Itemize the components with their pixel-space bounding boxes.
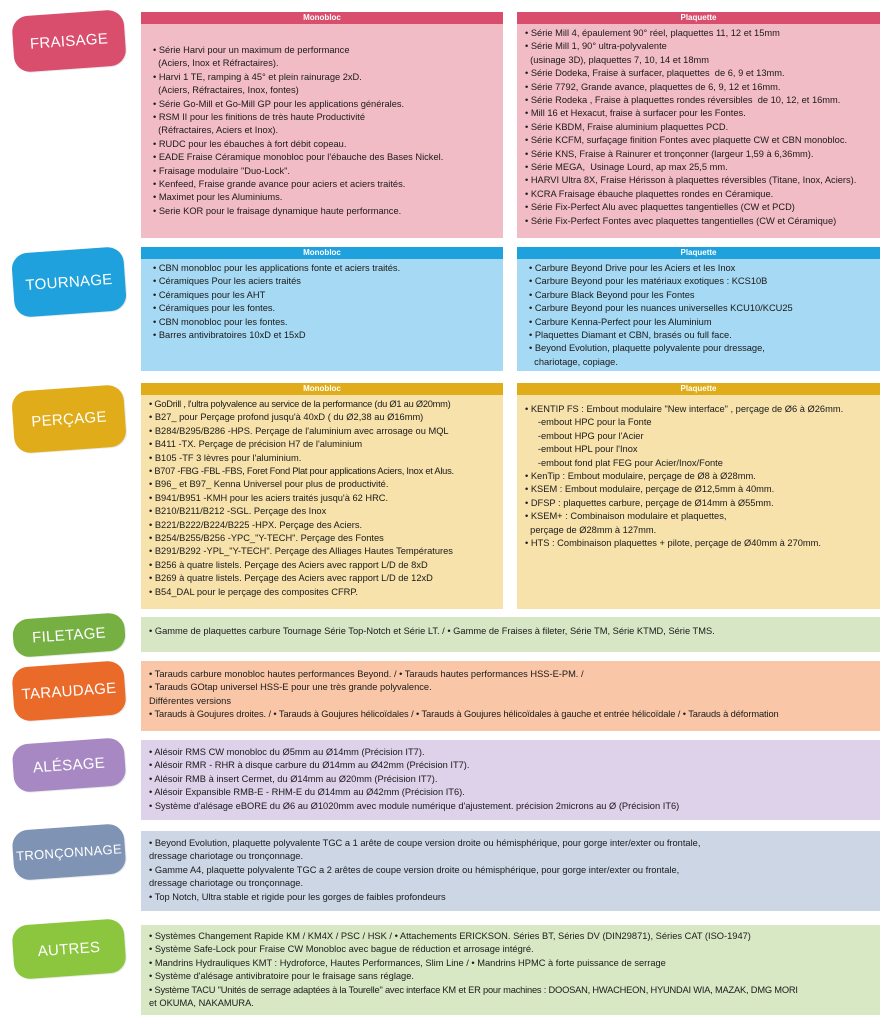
list-item: • HARVI Ultra 8X, Fraise Hérisson à plaquettes réversibles (Titane, Inox, Aciers). (525, 175, 857, 186)
percage-plaquette-list (517, 395, 880, 553)
list-item: (Aciers, Inox et Réfractaires). (153, 58, 279, 69)
list-item: (Aciers, Réfractaires, Inox, fontes) (153, 85, 299, 96)
section-label-tronconnage: TRONÇONNAGE (11, 823, 126, 881)
list-item: • Série KCFM, surfaçage finition Fontes avec plaquette CW et CBN monobloc. (525, 135, 848, 146)
list-item: • Série Mill 1, 90° ultra-polyvalente (525, 41, 667, 52)
list-item: • B221/B222/B224/B225 -HPX. Perçage des Aciers. (149, 519, 363, 530)
list-item: • Beyond Evolution, plaquette polyvalente TGC a 1 arête de coupe version droite ou hémisphérique, pour gorge inter/exter ou frontale, (149, 838, 701, 848)
list-item: • Fraisage modulaire "Duo-Lock". (153, 165, 290, 176)
list-item: • Alésoir RMR - RHR à disque carbure du Ø14mm au Ø42mm (Précision IT7). (149, 760, 470, 771)
list-item: • Série Harvi pour un maximum de performance (153, 45, 350, 55)
list-item: • B54_DAL pour le perçage des composites CFRP. (149, 586, 358, 597)
list-item: • KSEM+ : Combinaison modulaire et plaquettes, (525, 511, 727, 522)
fraisage-monobloc-panel (141, 12, 503, 238)
section-label-tournage: TOURNAGE (11, 246, 127, 318)
list-item: • Série Mill 4, épaulement 90° réel, plaquettes 11, 12 et 15mm (525, 28, 780, 38)
list-item: • Beyond Evolution, plaquette polyvalente pour dressage, (529, 343, 765, 354)
list-item: Différentes versions (149, 695, 231, 706)
list-item: • CBN monobloc pour les applications fonte et aciers traités. (153, 263, 401, 273)
list-item: • Carbure Beyond pour les nuances universelles KCU10/KCU25 (529, 303, 793, 314)
list-item: • HTS : Combinaison plaquettes + pilote, perçage de Ø40mm à 270mm. (525, 538, 821, 549)
list-item: • Kenfeed, Fraise grande avance pour aciers et aciers traités. (153, 179, 406, 190)
list-item: dressage chariotage ou tronçonnage. (149, 878, 304, 889)
section-label-alesage: ALÉSAGE (11, 737, 126, 793)
list-item: (Réfractaires, Aciers et Inox). (153, 125, 279, 136)
list-item: • Alésoir Expansible RMB-E - RHM-E du Ø14mm au Ø42mm (Précision IT6). (149, 787, 465, 798)
list-item: • Tarauds carbure monobloc hautes performances Beyond. / • Tarauds hautes performances HSS-E-PM. / (149, 669, 584, 679)
filetage-panel (141, 617, 880, 652)
list-item: • Série 7792, Grande avance, plaquettes de 6, 9, 12 et 16mm. (525, 81, 781, 92)
list-item: • Mandrins Hydrauliques KMT : Hydroforce, Hautes Performances, Slim Line / • Mandrins HPMC à forte puissance de serrage (149, 957, 666, 968)
alesage-panel (141, 740, 880, 820)
panel-header: Plaquette (517, 12, 880, 24)
section-label-taraudage: TARAUDAGE (11, 660, 126, 722)
list-item: • B256 à quatre listels. Perçage des Aciers avec rapport L/D de 8xD (149, 559, 428, 570)
section-label-autres: AUTRES (11, 918, 126, 980)
filetage-list (141, 617, 880, 641)
list-item: -embout HPC pour la Fonte (525, 417, 652, 428)
autres-panel (141, 925, 880, 1015)
list-item: • Mill 16 et Hexacut, fraise à surfacer pour les Fontes. (525, 108, 746, 119)
panel-header: Plaquette (517, 247, 880, 259)
list-item: • B210/B211/B212 -SGL. Perçage des Inox (149, 506, 327, 517)
list-item: • Céramiques pour les fontes. (153, 303, 276, 314)
list-item: • Système d'alésage eBORE du Ø6 au Ø1020mm avec module numérique d'ajustement. précision 2microns au Ø (Précision IT6) (149, 800, 680, 811)
list-item: • B254/B255/B256 -YPC_"Y-TECH". Perçage des Fontes (149, 533, 384, 544)
list-item: • Céramiques pour les AHT (153, 289, 266, 300)
tronconnage-panel (141, 831, 880, 911)
list-item: • Série Fix-Perfect Fontes avec plaquettes tangentielles (CW et Céramique) (525, 215, 837, 226)
alesage-list (141, 740, 880, 816)
list-item: • B269 à quatre listels. Perçage des Aciers avec rapport L/D de 12xD (149, 573, 433, 584)
list-item: -embout HPG pour l'Acier (525, 430, 644, 441)
list-item: • KenTip : Embout modulaire, perçage de Ø8 à Ø28mm. (525, 471, 756, 482)
list-item: • Systèmes Changement Rapide KM / KM4X / PSC / HSK / • Attachements ERICKSON. Séries BT, Séries DV (DIN29871), Séries CAT (ISO-1947) (149, 931, 751, 941)
list-item: • Série MEGA, Usinage Lourd, ap max 25,5 mm. (525, 162, 728, 173)
list-item: • B27_ pour Perçage profond jusqu'à 40xD ( du Ø2,38 au Ø16mm) (149, 412, 424, 423)
list-item: • Série Rodeka , Fraise à plaquettes rondes réversibles de 10, 12, et 16mm. (525, 95, 841, 106)
list-item: • Maximet pour les Aluminiums. (153, 192, 283, 203)
list-item: • RSM II pour les finitions de très haute Productivité (153, 112, 366, 123)
list-item: • Tarauds GOtap universel HSS-E pour une très grande polyvalence. (149, 682, 432, 693)
list-item: • B96_ et B97_ Kenna Universel pour plus de productivité. (149, 479, 389, 490)
list-item: • GoDrill , l'ultra polyvalence au service de la performance (du Ø1 au Ø20mm) (149, 399, 451, 409)
taraudage-list (141, 661, 880, 725)
list-item: • Alésoir RMB à insert Cermet, du Ø14mm au Ø20mm (Précision IT7). (149, 773, 438, 784)
list-item: • Top Notch, Ultra stable et rigide pour les gorges de faibles profondeurs (149, 891, 446, 902)
fraisage-plaquette-list (517, 24, 880, 231)
list-item: • Barres antivibratoires 10xD et 15xD (153, 330, 306, 341)
list-item: • B291/B292 -YPL_"Y-TECH". Perçage des Alliages Hautes Températures (149, 546, 453, 557)
section-label-fraisage: FRAISAGE (11, 9, 127, 73)
list-item: perçage de Ø28mm à 127mm. (525, 524, 657, 535)
panel-header: Plaquette (517, 383, 880, 395)
list-item: • B411 -TX. Perçage de précision H7 de l'aluminium (149, 439, 363, 450)
list-item: • Tarauds à Goujures droites. / • Tarauds à Goujures hélicoïdales / • Tarauds à Goujures hélicoïdales à gauche et entrée hélicoïdale / • Tarauds à déformation (149, 709, 779, 720)
list-item: • Série KNS, Fraise à Rainurer et tronçonner (largeur 1,59 à 6,36mm). (525, 148, 814, 159)
list-item: • Système d'alésage antivibratoire pour le fraisage sans réglage. (149, 971, 414, 982)
tournage-plaquette-panel (517, 247, 880, 371)
list-item: • KENTIP FS : Embout modulaire "New interface" , perçage de Ø6 à Ø26mm. (525, 404, 844, 414)
tronconnage-list (141, 831, 880, 907)
list-item: • Carbure Beyond pour les matériaux exotiques : KCS10B (529, 276, 768, 287)
list-item: • Système TACU "Unités de serrage adaptées à la Tourelle" avec interface KM et ER pour machines : DOOSAN, HWACHEON, HYUNDAI WIA, MAZAK, DMG MORI (149, 984, 798, 995)
tournage-monobloc-list (141, 259, 503, 345)
section-label-filetage: FILETAGE (12, 612, 126, 658)
percage-monobloc-panel (141, 383, 503, 609)
list-item: dressage chariotage ou tronçonnage. (149, 851, 304, 862)
panel-header: Monobloc (141, 247, 503, 259)
fraisage-plaquette-panel (517, 12, 880, 238)
list-item: • Série Dodeka, Fraise à surfacer, plaquettes de 6, 9 et 13mm. (525, 68, 785, 79)
panel-header: Monobloc (141, 383, 503, 395)
list-item: • EADE Fraise Céramique monobloc pour l'ébauche des Bases Nickel. (153, 152, 444, 163)
list-item: -embout fond plat FEG pour Acier/Inox/Fonte (525, 457, 723, 468)
taraudage-panel (141, 661, 880, 731)
list-item: chariotage, copiage. (529, 356, 618, 367)
tournage-plaquette-list (517, 259, 880, 372)
list-item: • Gamme de plaquettes carbure Tournage Série Top-Notch et Série LT. / • Gamme de Fraises à fileter, Série TM, Série KTMD, Série TMS. (149, 626, 715, 636)
percage-plaquette-panel (517, 383, 880, 609)
list-item: • B284/B295/B286 -HPS. Perçage de l'aluminium avec arrosage ou MQL (149, 425, 449, 436)
list-item: • KSEM : Embout modulaire, perçage de Ø12,5mm à 40mm. (525, 484, 775, 495)
list-item: • Carbure Black Beyond pour les Fontes (529, 289, 695, 300)
list-item: • Série KBDM, Fraise aluminium plaquettes PCD. (525, 121, 729, 132)
list-item: • Céramiques Pour les aciers traités (153, 276, 301, 287)
list-item: • B707 -FBG -FBL -FBS, Foret Fond Plat pour applications Aciers, Inox et Alus. (149, 466, 454, 477)
list-item: • Série Go-Mill et Go-Mill GP pour les applications générales. (153, 98, 405, 109)
list-item: • DFSP : plaquettes carbure, perçage de Ø14mm à Ø55mm. (525, 497, 774, 508)
list-item: • Gamme A4, plaquette polyvalente TGC a 2 arêtes de coupe version droite ou hémisphérique, pour gorge inter/exter ou frontale, (149, 864, 680, 875)
list-item: (usinage 3D), plaquettes 7, 10, 14 et 18mm (525, 54, 709, 65)
list-item: • Plaquettes Diamant et CBN, brasés ou full face. (529, 330, 732, 341)
list-item: • B105 -TF 3 lèvres pour l'aluminium. (149, 452, 302, 463)
percage-monobloc-list (141, 395, 503, 602)
list-item: et OKUMA, NAKAMURA. (149, 998, 254, 1009)
list-item: • Carbure Beyond Drive pour les Aciers et les Inox (529, 263, 736, 273)
list-item: • Serie KOR pour le fraisage dynamique haute performance. (153, 205, 402, 216)
list-item: • Carbure Kenna-Perfect pour les Aluminium (529, 316, 712, 327)
list-item: • B941/B951 -KMH pour les aciers traités jusqu'à 62 HRC. (149, 492, 389, 503)
list-item: • Série Fix-Perfect Alu avec plaquettes tangentielles (CW et PCD) (525, 202, 795, 213)
list-item: • Alésoir RMS CW monobloc du Ø5mm au Ø14mm (Précision IT7). (149, 747, 425, 757)
section-label-percage: PERÇAGE (11, 384, 127, 454)
tournage-monobloc-panel (141, 247, 503, 371)
autres-list (141, 925, 880, 1013)
fraisage-monobloc-list (141, 24, 503, 221)
list-item: • KCRA Fraisage ébauche plaquettes rondes en Céramique. (525, 188, 774, 199)
list-item: • Système Safe-Lock pour Fraise CW Monobloc avec bague de réduction et arrosage intégré. (149, 944, 534, 955)
panel-header: Monobloc (141, 12, 503, 24)
list-item: • RUDC pour les ébauches à fort débit copeau. (153, 138, 347, 149)
list-item: • Harvi 1 TE, ramping à 45° et plein rainurage 2xD. (153, 71, 362, 82)
list-item: -embout HPL pour l'Inox (525, 444, 638, 455)
list-item: • CBN monobloc pour les fontes. (153, 316, 288, 327)
